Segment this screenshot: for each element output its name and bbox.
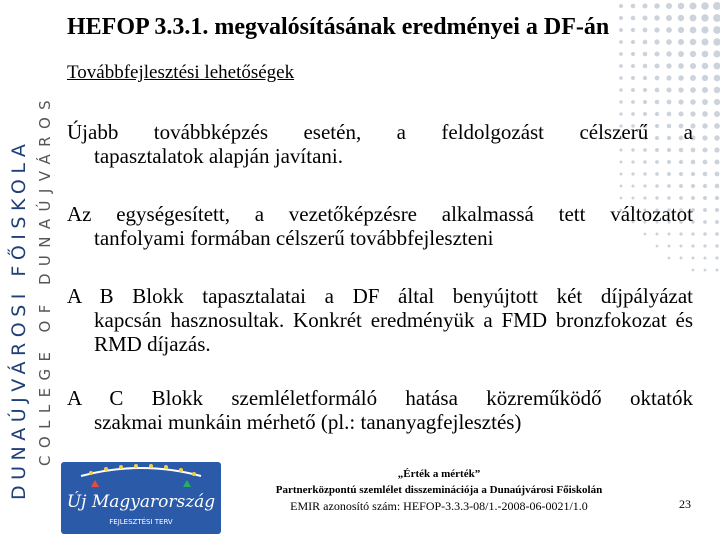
decorative-dot bbox=[702, 39, 709, 46]
decorative-dot bbox=[715, 220, 719, 224]
decorative-dot bbox=[715, 208, 719, 212]
decorative-dot bbox=[690, 51, 696, 57]
decorative-dot bbox=[643, 184, 646, 187]
decorative-dot bbox=[678, 111, 683, 116]
decorative-dot bbox=[715, 244, 718, 247]
decorative-dot bbox=[690, 15, 697, 22]
decorative-dot bbox=[631, 76, 635, 80]
decorative-dot bbox=[692, 257, 695, 260]
decorative-dot bbox=[715, 196, 719, 200]
decorative-dot bbox=[713, 26, 720, 34]
paragraph-2 bbox=[67, 202, 693, 250]
paragraph-2-rest: tanfolyami formában célszerű továbbfejleszteni bbox=[94, 226, 494, 250]
decorative-dot bbox=[643, 100, 647, 104]
decorative-dot bbox=[655, 172, 659, 176]
decorative-dot bbox=[702, 87, 708, 93]
decorative-dot bbox=[715, 256, 718, 259]
decorative-dot bbox=[655, 112, 659, 116]
decorative-dot bbox=[715, 232, 719, 236]
decorative-dot bbox=[666, 15, 672, 21]
decorative-dot bbox=[703, 232, 707, 236]
decorative-dot bbox=[716, 269, 719, 272]
decorative-dot bbox=[679, 172, 683, 176]
decorative-dot bbox=[643, 16, 648, 21]
uj-magyarorszag-logo bbox=[61, 462, 221, 534]
decorative-dot bbox=[713, 50, 720, 57]
decorative-dot bbox=[631, 40, 635, 44]
decorative-dot bbox=[666, 27, 672, 33]
decorative-dot bbox=[714, 159, 719, 164]
footer-motto: „Érték a mérték” bbox=[397, 468, 481, 480]
decorative-dot bbox=[690, 63, 696, 69]
paragraph-1 bbox=[67, 120, 693, 168]
decorative-dot bbox=[631, 64, 635, 68]
decorative-dot bbox=[679, 196, 683, 200]
decorative-dot bbox=[714, 63, 720, 70]
decorative-dot bbox=[678, 3, 685, 10]
decorative-dot bbox=[704, 269, 707, 272]
decorative-dot bbox=[690, 99, 696, 105]
decorative-dot bbox=[619, 52, 623, 56]
decorative-dot bbox=[703, 196, 707, 200]
paragraph-4-rest: szakmai munkáin mérhető (pl.: tananyagfejlesztés) bbox=[94, 410, 522, 434]
decorative-dot bbox=[643, 40, 648, 45]
decorative-dot bbox=[654, 39, 659, 44]
decorative-dot bbox=[690, 39, 697, 46]
decorative-dot bbox=[690, 27, 697, 34]
decorative-dot bbox=[655, 100, 659, 104]
decorative-dot bbox=[643, 64, 648, 69]
decorative-dot bbox=[642, 3, 647, 8]
decorative-dot bbox=[619, 28, 623, 32]
decorative-dot bbox=[631, 172, 634, 175]
decorative-dot bbox=[689, 2, 696, 9]
decorative-dot bbox=[666, 63, 671, 68]
decorative-dot bbox=[713, 38, 720, 45]
paragraph-2-first-line: Az egységesített, a vezetőképzésre alkalmassá tett változatot bbox=[67, 202, 693, 226]
decorative-dot bbox=[714, 147, 719, 152]
decorative-dot bbox=[643, 76, 647, 80]
paragraph-1-rest: tapasztalatok alapján javítani. bbox=[94, 144, 343, 168]
paragraph-3-rest: kapcsán hasznosultak. Konkrét eredményük a FMD bronzfokozat és RMD díjazás. bbox=[94, 308, 693, 356]
decorative-dot bbox=[703, 160, 708, 165]
school-name: DUNAÚJVÁROSI FŐISKOLA bbox=[8, 138, 30, 500]
decorative-dot bbox=[619, 40, 623, 44]
decorative-dot bbox=[619, 16, 623, 20]
footer bbox=[230, 466, 648, 514]
college-name: COLLEGE OF DUNAÚJVÁROS bbox=[36, 92, 54, 466]
decorative-dot bbox=[701, 2, 709, 10]
decorative-dot bbox=[702, 99, 708, 105]
decorative-dot bbox=[678, 51, 684, 57]
decorative-dot bbox=[643, 172, 646, 175]
decorative-dot bbox=[703, 256, 706, 259]
page-number: 23 bbox=[679, 497, 691, 511]
decorative-dot bbox=[655, 196, 658, 199]
paragraph-4-first-line: A C Blokk szemléletformáló hatása közreműködő oktatók bbox=[67, 386, 693, 410]
decorative-dot bbox=[631, 52, 635, 56]
decorative-dot bbox=[643, 112, 647, 116]
decorative-dot bbox=[713, 2, 720, 10]
decorative-dot bbox=[678, 39, 684, 45]
decorative-dot bbox=[714, 75, 720, 82]
decorative-dot bbox=[654, 27, 659, 32]
decorative-dot bbox=[667, 112, 672, 117]
decorative-dot bbox=[678, 99, 683, 104]
decorative-dot bbox=[643, 88, 647, 92]
decorative-dot bbox=[619, 88, 623, 92]
decorative-dot bbox=[666, 75, 671, 80]
decorative-dot bbox=[655, 184, 659, 188]
decorative-dot bbox=[678, 63, 684, 69]
decorative-dot bbox=[703, 208, 707, 212]
page-title: HEFOP 3.3.1. megvalósításának eredményei a DF-án bbox=[67, 14, 610, 40]
decorative-dot bbox=[690, 75, 696, 81]
decorative-dot bbox=[678, 75, 684, 81]
decorative-dot bbox=[654, 15, 659, 20]
decorative-dot bbox=[703, 172, 708, 177]
paragraph-4 bbox=[67, 386, 693, 434]
decorative-dot bbox=[690, 111, 695, 116]
paragraph-3-first-line: A B Blokk tapasztalatai a DF által benyújtott két díjpályázat bbox=[67, 284, 693, 308]
decorative-dot bbox=[702, 135, 707, 140]
decorative-dot bbox=[643, 52, 648, 57]
decorative-dot bbox=[702, 111, 708, 117]
decorative-dot bbox=[679, 184, 683, 188]
footer-project-title: Partnerközpontú szemlélet disszeminációja a Dunaújvárosi Főiskolán bbox=[275, 484, 603, 496]
paragraph-1-first-line: Újabb továbbképzés esetén, a feldolgozást célszerű a bbox=[67, 120, 693, 144]
decorative-dot bbox=[655, 76, 660, 81]
decorative-dot bbox=[643, 28, 648, 33]
decorative-dot bbox=[702, 147, 707, 152]
decorative-dot bbox=[631, 4, 636, 9]
decorative-dot bbox=[702, 63, 709, 70]
decorative-dot bbox=[631, 88, 635, 92]
decorative-dot bbox=[654, 3, 660, 9]
paragraph-3 bbox=[67, 284, 693, 356]
decorative-dot bbox=[692, 269, 695, 272]
decorative-dot bbox=[714, 87, 720, 93]
decorative-dot bbox=[703, 184, 707, 188]
decorative-dot bbox=[654, 51, 659, 56]
decorative-dot bbox=[619, 4, 623, 8]
decorative-dot bbox=[667, 100, 672, 105]
decorative-dot bbox=[678, 87, 683, 92]
decorative-dot bbox=[702, 51, 709, 58]
decorative-dot bbox=[667, 172, 671, 176]
decorative-dot bbox=[714, 123, 720, 129]
decorative-dot bbox=[678, 27, 684, 33]
decorative-dot bbox=[619, 64, 623, 68]
decorative-dot bbox=[620, 197, 623, 200]
decorative-dot bbox=[619, 76, 623, 80]
decorative-dot bbox=[667, 88, 672, 93]
decorative-dot bbox=[667, 184, 671, 188]
page-subtitle: Továbbfejlesztési lehetőségek bbox=[67, 62, 295, 83]
logo-subtext: FEJLESZTÉSI TERV bbox=[109, 518, 173, 526]
decorative-dot bbox=[702, 75, 708, 81]
decorative-dot bbox=[666, 3, 672, 9]
decorative-dot bbox=[715, 184, 720, 189]
sidebar bbox=[0, 0, 58, 540]
decorative-dot bbox=[620, 173, 623, 176]
decorative-dot bbox=[690, 87, 696, 93]
decorative-dot bbox=[619, 112, 622, 115]
decorative-dot bbox=[666, 51, 671, 56]
decorative-dot bbox=[703, 244, 706, 247]
decorative-dot bbox=[667, 196, 671, 200]
decorative-dot bbox=[632, 197, 635, 200]
decorative-dot bbox=[631, 100, 635, 104]
decorative-dot bbox=[678, 15, 684, 21]
decorative-dot bbox=[619, 100, 622, 103]
decorative-dot bbox=[631, 184, 634, 187]
decorative-dot bbox=[713, 14, 720, 22]
decorative-dot bbox=[631, 28, 635, 32]
decorative-dot bbox=[631, 112, 635, 116]
decorative-dot bbox=[643, 196, 646, 199]
decorative-dot bbox=[680, 257, 683, 260]
decorative-dot bbox=[702, 123, 707, 128]
decorative-dot bbox=[655, 88, 660, 93]
footer-project-id: EMIR azonosító szám: HEFOP-3.3.3-08/1.-2008-06-0021/1.0 bbox=[290, 499, 588, 513]
decorative-dot bbox=[714, 111, 720, 117]
decorative-dot bbox=[666, 39, 672, 45]
decorative-dot bbox=[620, 185, 623, 188]
decorative-dot bbox=[668, 257, 671, 260]
decorative-dot bbox=[655, 64, 660, 69]
decorative-dot bbox=[703, 220, 707, 224]
decorative-dot bbox=[701, 14, 708, 21]
decorative-dot bbox=[714, 99, 720, 105]
decorative-dot bbox=[715, 172, 720, 177]
decorative-dot bbox=[701, 26, 708, 33]
decorative-dot bbox=[691, 172, 695, 176]
logo-text: Új Magyarország bbox=[66, 492, 216, 512]
decorative-dot bbox=[714, 135, 720, 141]
decorative-dot bbox=[691, 196, 695, 200]
decorative-dot bbox=[691, 184, 695, 188]
decorative-dot bbox=[631, 16, 636, 21]
